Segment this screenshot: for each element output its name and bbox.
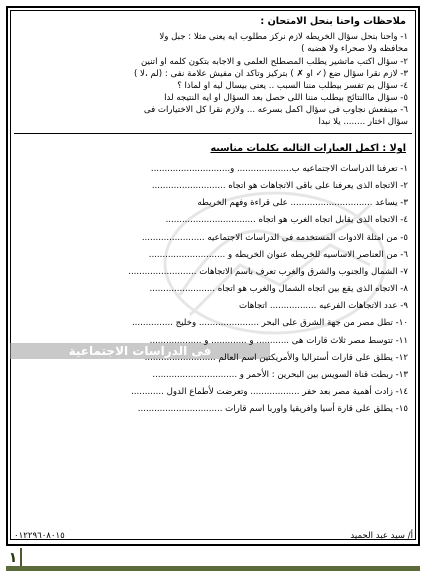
section-divider — [14, 133, 412, 134]
note-line: ١- واحنا بنحل سؤال الخريطه لازم نركز مطلوب ايه يعنى مثلا : جبل ولا — [159, 32, 408, 43]
question-item: ١٥- يطلق على قارة أسيا وافريقيا واوربا اسم قارات ............................... — [137, 404, 408, 415]
question-item: ٧- الشمال والجنوب والشرق والغرب تعرف باسم الاتجاهات ......................... — [128, 266, 408, 277]
note-line: ٦- مينفعش نجاوب فى سؤال اكمل بسرعه ... ولازم نقرا كل الاختيارات فى — [143, 105, 408, 116]
section-title: اولا : اكمل العبارات التاليه بكلمات مناسبه — [210, 143, 406, 155]
question-item: ١- تعرفنا الدراسات الاجتماعيه ب.................... و............................. — [150, 163, 408, 174]
question-item: ١٣- ربطت قناة السويس بين البحرين : الأحمر و ............................... — [152, 370, 408, 380]
question-item: ١٠- تطل مصر من جهة الشرق على البحر ...................... وخليج ............... — [131, 318, 408, 329]
worksheet-content — [14, 14, 412, 419]
question-item: ٩- عدد الاتجاهات الفرعيه ................. اتجاهات — [239, 301, 408, 312]
note-line: ٤- سؤال بم تفسر بيطلب مننا السبب .. يعنى بيسأل ليه او لماذا ؟ — [177, 80, 408, 91]
question-item: ١١- تتوسط مصر ثلاث قارات هى ............ و ............. و ................... — [149, 335, 408, 346]
question-item: ٥- من امثلة الادوات المستخدمه فى الدراسات الاجتماعيه ....................... — [141, 232, 408, 243]
author-phone: ٠١٢٢٩٦٠٨٠١٥ — [14, 531, 65, 541]
question-item: ٢- الاتجاه الذى يعرفنا على باقى الاتجاهات هو اتجاه ........................... — [151, 180, 408, 191]
note-line: سؤال اختار ........ يلا نبدأ — [318, 117, 408, 128]
note-line: ٣- لازم نقرا سؤال ضع (✓ او ✗ ) بتركيز وتأكد ان مفيش علامة نفى : (لم ،لا ) — [133, 68, 408, 79]
note-line: محافظه ولا صحراء ولا هضبه ) — [301, 44, 408, 55]
question-item: ٣- يساعد .............................. على قراءة وفهم الخريطه — [197, 198, 408, 209]
question-item: ١٢- يطلق على قارات أستراليا والأمريكتين اسم العالم .......................... — [144, 352, 408, 363]
footer-bar — [6, 566, 420, 571]
question-item: ٦- من العناصر الاساسيه للخريطه عنوان الخريطه و ............................ — [148, 249, 408, 260]
question-item: ٨- الاتجاه الذى يقع بين اتجاه الشمال والغرب هو اتجاه ........................ — [149, 284, 408, 295]
question-item: ١٤- زادت أهمية مصر بعد حفر .................. وتعرضت لأطماع الدول ............ — [131, 387, 408, 398]
author-name: أ/ سيد عبد الحميد — [350, 531, 413, 541]
note-line: ٢- سؤال اكتب ماتشير يطلب المصطلح العلمى و الاجابه بتكون كلمه او اتنين — [140, 56, 408, 67]
notes-title: ملاحظات واحنا بنحل الامتحان : — [260, 16, 406, 27]
page-number: ١ — [6, 548, 22, 568]
note-line: ٥- سؤال ماالنتائج بيطلب مننا اللى حصل بعد السؤال او ايه النتيجه لدا — [164, 93, 408, 104]
question-item: ٤- الاتجاه الذى يقابل اتجاه الغرب هو اتجاه ................................. — [165, 215, 408, 226]
watermark-text: فى الدراسات الاجتماعية — [10, 343, 270, 359]
